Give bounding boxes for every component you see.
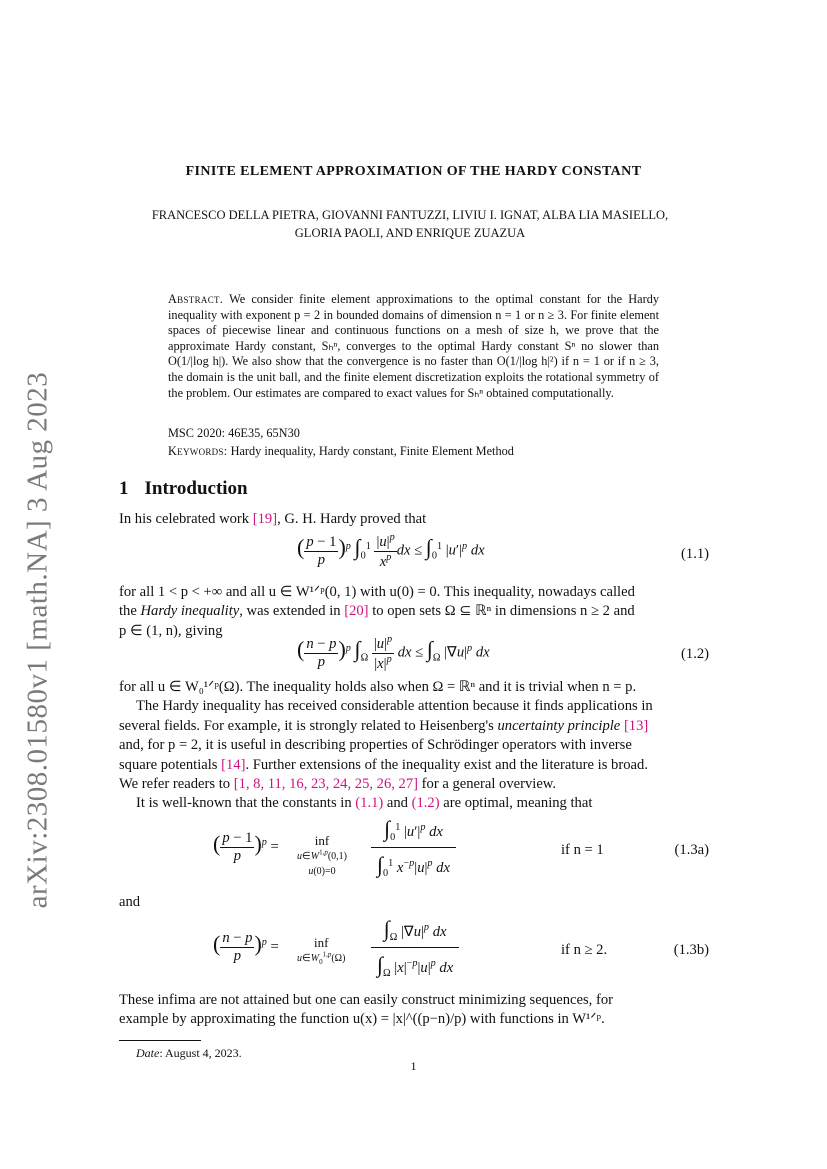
- citation-link[interactable]: [20]: [344, 603, 369, 620]
- keywords-label: Keywords:: [168, 444, 228, 458]
- connective-and: and: [119, 894, 141, 910]
- arxiv-sidebar: [18, 360, 58, 920]
- equation-1-2: [119, 634, 709, 678]
- citation-link[interactable]: [1, 8, 11, 16, 23, 24, 25, 26, 27]: [233, 776, 419, 793]
- citation-link[interactable]: [19]: [252, 511, 278, 527]
- arxiv-identifier: arXiv:2308.01580v1 [math.NA] 3 Aug 2023: [21, 371, 54, 909]
- keywords: [168, 444, 659, 459]
- author-list: [110, 206, 710, 242]
- section-number: 1: [119, 478, 129, 499]
- condition-text: if n ≥ 2.: [561, 942, 608, 958]
- citation-link[interactable]: [13]: [623, 717, 649, 734]
- abstract: [168, 292, 659, 401]
- equation-1-2-body: ( $\frac{n - p}{p}$ )$^p$ $\int_\Omega$ $\frac{|u|^p}{|x|^p}$ dx ≤ $\int_\Omega$ $|\nabla u|^p$ dx: [297, 634, 490, 672]
- authors-line-1: FRANCESCO DELLA PIETRA, GIOVANNI FANTUZZI, LIVIU I. IGNAT, ALBA LIA MASIELLO,: [151, 208, 669, 222]
- citation-link[interactable]: [14]: [221, 756, 246, 773]
- equation-number: (1.3a): [674, 842, 709, 858]
- equation-link[interactable]: (1.1): [355, 795, 384, 812]
- equation-number: (1.1): [681, 546, 709, 562]
- section-title: Introduction: [144, 478, 248, 499]
- footnote-text: : August 4, 2023.: [159, 1046, 242, 1060]
- paper-title: FINITE ELEMENT APPROXIMATION OF THE HARDY CONSTANT: [185, 164, 642, 179]
- equation-number: (1.2): [681, 646, 709, 662]
- authors-line-2: GLORIA PAOLI, AND ENRIQUE ZUAZUA: [294, 226, 526, 240]
- equation-1-1: [119, 532, 709, 580]
- footnote-label: Date: [136, 1046, 160, 1060]
- condition-text: if n = 1: [561, 842, 604, 858]
- keywords-text: Hardy inequality, Hardy constant, Finite Element Method: [230, 444, 514, 458]
- equation-link[interactable]: (1.2): [411, 795, 440, 812]
- abstract-label: Abstract.: [168, 292, 224, 306]
- equation-1-3a: ( $\frac{p - 1}{p}$ )$^p$ = inf $u\in W^{1,p}(0,1)$ u(0)=0 $\frac{\int_0^1 |u'|^p dx}{\int_0^1 x^{-p}|u|^p dx}$ if n = 1 (1.3a): [119, 812, 709, 894]
- equation-1-1-body: ( $\frac{p - 1}{p}$ )$^p$ $\int_0^1$ $\frac{|u|^p}{x^p}$ dx ≤ $\int_0^1$ $|u'|^p$ dx: [297, 532, 485, 570]
- paragraph-1: In his celebrated work [19], G. H. Hardy proved that: [119, 511, 427, 527]
- section-heading: [119, 478, 248, 500]
- footnote-rule: [119, 1040, 201, 1041]
- paragraph-3: for all u ∈ W₀¹ᐟᵖ(Ω). The inequality holds also when Ω = ℝⁿ and it is trivial when n = p. The Hardy inequality has received considerable attention because it finds applications in several fields. For example, it is strongly related to Heisenberg's uncertainty principle [13] and, for p = 2, it is useful in describing properties of Schrödinger operators with inverse square potentials [14]. Further extensions of the inequality exist and the literature is broad. We refer readers to [1, 8, 11, 16, 23, 24, 25, 26, 27] for a general overview. It is well-known that the constants in (1.1) and (1.2) are optimal, meaning that: [119, 679, 653, 812]
- paragraph-2: for all 1 < p < +∞ and all u ∈ W¹ᐟᵖ(0, 1) with u(0) = 0. This inequality, nowadays called the Hardy inequality, was extended in [20] to open sets Ω ⊆ ℝⁿ in dimensions n ≥ 2 and p ∈ (1, n), giving: [119, 584, 635, 639]
- paragraph-6: These infima are not attained but one can easily construct minimizing sequences, for example by approximating the function u(x) = |x|^((p−n)/p) with functions in W¹ᐟᵖ.: [119, 992, 613, 1028]
- msc-classification: MSC 2020: 46E35, 65N30: [168, 426, 300, 440]
- equation-number: (1.3b): [673, 942, 709, 958]
- page-number: 1: [410, 1059, 417, 1073]
- abstract-text: We consider finite element approximations to the optimal constant for the Hardy inequality with exponent p = 2 in bounded domains of dimension n = 1 or n ≥ 3. For finite element spaces of piecewise linear and continuous functions on a mesh of size h, we prove that the approximate Hardy constant, Sₕⁿ, converges to the optimal Hardy constant Sⁿ no slower than O(1/|log h|). We also show that the convergence is no faster than O(1/|log h|²) if n = 1 or if n ≥ 3, the domain is the unit ball, and the finite element discretization exploits the rotational symmetry of the problem. Our estimates are compared to exact values for Sₕⁿ obtained computationally.: [168, 292, 659, 400]
- equation-1-3b: ( $\frac{n - p}{p}$ )$^p$ = inf $u\in W_0^{1,p}(\Omega)$ $\frac{\int_\Omega |\nabla u|^p dx}{\int_\Omega |x|^{-p}|u|^p dx}$ if n ≥ 2. (1.3b): [119, 912, 709, 990]
